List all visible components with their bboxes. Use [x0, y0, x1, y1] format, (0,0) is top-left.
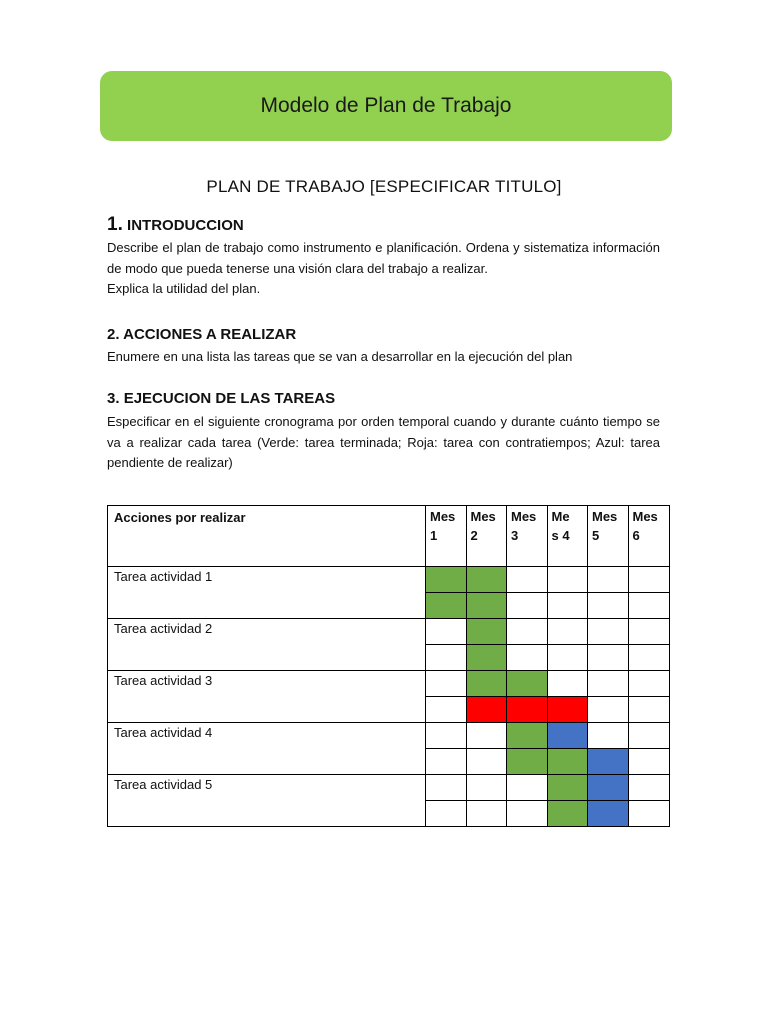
- schedule-cell-month-2: [466, 801, 507, 827]
- banner-title: Modelo de Plan de Trabajo: [260, 94, 512, 117]
- schedule-cell-month-5: [588, 801, 629, 827]
- schedule-cell-month-4: [547, 723, 588, 749]
- table-row: [108, 723, 670, 749]
- schedule-cell-month-3: [507, 593, 548, 619]
- section-body-ejecucion: [107, 412, 660, 474]
- schedule-cell-month-5: [588, 671, 629, 697]
- schedule-cell-month-6: [628, 619, 670, 645]
- schedule-cell-month-6: [628, 567, 670, 593]
- schedule-cell-month-6: [628, 697, 670, 723]
- schedule-cell-month-5: [588, 567, 629, 593]
- header-month-5: Mes 5: [588, 506, 629, 567]
- schedule-cell-month-4: [547, 593, 588, 619]
- schedule-cell-month-1: [426, 801, 467, 827]
- document-title: PLAN DE TRABAJO [ESPECIFICAR TITULO]: [206, 177, 562, 196]
- schedule-cell-month-1: [426, 723, 467, 749]
- schedule-cell-month-5: [588, 593, 629, 619]
- schedule-cell-month-3: [507, 645, 548, 671]
- schedule-cell-month-4: [547, 775, 588, 801]
- paragraph: Describe el plan de trabajo como instrumento e planificación. Ordena y sistematiza información de modo que pueda tenerse una visión clara del trabajo a realizar.: [107, 240, 660, 276]
- title-banner: [100, 71, 672, 141]
- schedule-cell-month-2: [466, 593, 507, 619]
- header-month-6: Mes 6: [628, 506, 670, 567]
- section-body-introduccion: [107, 238, 660, 300]
- schedule-cell-month-5: [588, 645, 629, 671]
- schedule-cell-month-3: [507, 619, 548, 645]
- table-row: [108, 775, 670, 801]
- schedule-cell-month-1: [426, 671, 467, 697]
- section-title: INTRODUCCION: [127, 217, 244, 234]
- schedule-cell-month-2: [466, 671, 507, 697]
- schedule-cell-month-4: [547, 619, 588, 645]
- task-label: Tarea actividad 5: [108, 775, 426, 827]
- task-label: Tarea actividad 2: [108, 619, 426, 671]
- schedule-cell-month-3: [507, 801, 548, 827]
- schedule-cell-month-1: [426, 645, 467, 671]
- schedule-cell-month-2: [466, 645, 507, 671]
- header-acciones: Acciones por realizar: [108, 506, 426, 567]
- schedule-cell-month-4: [547, 645, 588, 671]
- schedule-cell-month-1: [426, 775, 467, 801]
- schedule-cell-month-1: [426, 619, 467, 645]
- section-number: 2.: [107, 326, 120, 343]
- section-title: EJECUCION DE LAS TAREAS: [123, 390, 336, 407]
- schedule-cell-month-2: [466, 697, 507, 723]
- schedule-cell-month-5: [588, 619, 629, 645]
- section-number: 3.: [107, 390, 120, 407]
- schedule-cell-month-6: [628, 801, 670, 827]
- schedule-cell-month-6: [628, 645, 670, 671]
- schedule-cell-month-1: [426, 593, 467, 619]
- schedule-cell-month-6: [628, 671, 670, 697]
- schedule-cell-month-3: [507, 749, 548, 775]
- schedule-cell-month-6: [628, 775, 670, 801]
- schedule-cell-month-1: [426, 567, 467, 593]
- schedule-cell-month-4: [547, 567, 588, 593]
- section-title: ACCIONES A REALIZAR: [123, 326, 297, 343]
- section-heading-acciones: [107, 326, 296, 343]
- schedule-cell-month-2: [466, 723, 507, 749]
- section-body-acciones: [107, 347, 660, 368]
- schedule-body: [108, 567, 670, 827]
- schedule-table: [107, 505, 670, 827]
- paragraph: Enumere en una lista las tareas que se van a desarrollar en la ejecución del plan: [107, 349, 573, 364]
- schedule-cell-month-3: [507, 697, 548, 723]
- schedule-cell-month-2: [466, 749, 507, 775]
- schedule-cell-month-5: [588, 697, 629, 723]
- schedule-cell-month-6: [628, 723, 670, 749]
- schedule-cell-month-3: [507, 775, 548, 801]
- schedule-cell-month-6: [628, 749, 670, 775]
- schedule-cell-month-4: [547, 749, 588, 775]
- schedule-cell-month-5: [588, 775, 629, 801]
- schedule-cell-month-5: [588, 723, 629, 749]
- section-heading-ejecucion: [107, 390, 335, 407]
- schedule-cell-month-5: [588, 749, 629, 775]
- task-label: Tarea actividad 4: [108, 723, 426, 775]
- schedule-cell-month-1: [426, 697, 467, 723]
- section-heading-introduccion: [107, 214, 244, 236]
- task-label: Tarea actividad 1: [108, 567, 426, 619]
- schedule-cell-month-3: [507, 671, 548, 697]
- schedule-cell-month-2: [466, 775, 507, 801]
- table-row: [108, 619, 670, 645]
- schedule-cell-month-6: [628, 593, 670, 619]
- header-month-1: Mes 1: [426, 506, 467, 567]
- header-month-2: Mes 2: [466, 506, 507, 567]
- section-number: 1.: [107, 214, 123, 235]
- paragraph: Especificar en el siguiente cronograma por orden temporal cuando y durante cuánto tiempo se va a realizar cada tarea (Verde: tarea terminada; Roja: tarea con contratiempos; Azul: tarea pendiente de realizar): [107, 414, 660, 470]
- header-month-4: Me s 4: [547, 506, 588, 567]
- schedule-cell-month-1: [426, 749, 467, 775]
- table-row: [108, 567, 670, 593]
- task-label: Tarea actividad 3: [108, 671, 426, 723]
- header-month-3: Mes 3: [507, 506, 548, 567]
- paragraph: Explica la utilidad del plan.: [107, 281, 261, 296]
- table-row: [108, 671, 670, 697]
- schedule-cell-month-3: [507, 567, 548, 593]
- schedule-cell-month-4: [547, 801, 588, 827]
- schedule-cell-month-2: [466, 619, 507, 645]
- schedule-cell-month-4: [547, 671, 588, 697]
- schedule-cell-month-3: [507, 723, 548, 749]
- schedule-cell-month-2: [466, 567, 507, 593]
- schedule-cell-month-4: [547, 697, 588, 723]
- schedule-header-row: [108, 506, 670, 567]
